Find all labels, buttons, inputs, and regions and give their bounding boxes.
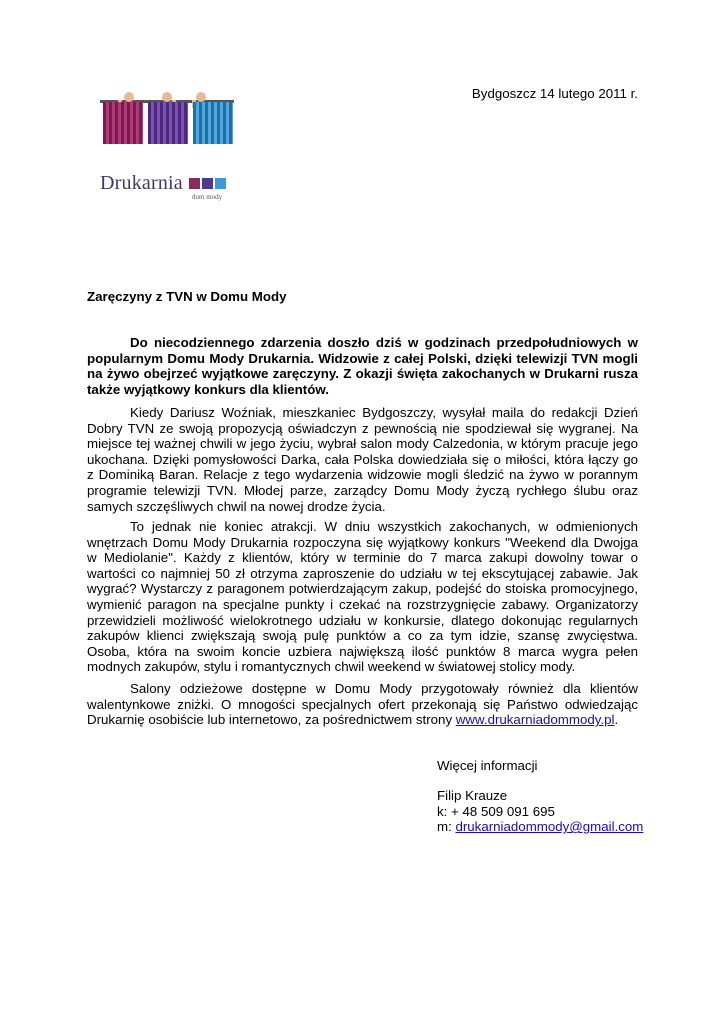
logo-name: Drukarnia xyxy=(100,172,183,194)
logo-square-blue xyxy=(215,178,226,189)
figure-head xyxy=(124,92,134,102)
document-title: Zaręczyny z TVN w Domu Mody xyxy=(87,289,287,304)
contact-email-link[interactable]: drukarniadommody@gmail.com xyxy=(455,819,644,835)
curtain-blue xyxy=(193,102,233,144)
body-paragraph-1: Kiedy Dariusz Woźniak, mieszkaniec Bydgoszczy, wysyłał maila do redakcji Dzień Dobry TVN ze swoją propozycją oświadczyn z pewnością nie spodziewał się wygranej. Na miejsce tej ważnej chwili w jego życiu, wybrał salon mody Calzedonia, w którym pracuje jego ukochana. Dzięki pomysłowości Darka, cała Polska dowiedziała się o miłości, która łączy go z Dominiką Baran. Relacje z tego wydarzenia widzowie mogli śledzić na żywo w porannym programie telewizji TVN. Młodej parze, zarządcy Domu Mody życzą rychłego ślubu oraz samych szczęśliwych chwil na nowej drodze życia. xyxy=(87,405,638,514)
logo-square-purple xyxy=(202,178,213,189)
lead-paragraph: Do niecodziennego zdarzenia doszło dziś w godzinach przedpołudniowych w popularnym Domu Mody Drukarnia. Widzowie z całej Polski, dzięki telewizji TVN mogli na żywo obejrzeć wyjątkowe zaręczyny. Z okazji święta zakochanych w Drukarni rusza także wyjątkowy konkurs dla klientów. xyxy=(87,335,638,397)
closing-end: . xyxy=(614,712,619,728)
closing-paragraph xyxy=(87,681,638,728)
document-date: Bydgoszcz 14 lutego 2011 r. xyxy=(471,86,638,101)
contact-heading: Więcej informacji xyxy=(437,758,538,773)
contact-email-line xyxy=(437,819,643,835)
website-link[interactable]: www.drukarniadommody.pl xyxy=(455,712,615,728)
curtains-illustration xyxy=(100,88,234,144)
closing-text: Salony odzieżowe dostępne w Domu Mody przygotowały również dla klientów walentynkowe zniżki. O mnogości specjalnych ofert przekonają się Państwo odwiedzając Drukarnię osobiście lub internetowo, za pośrednictwem strony xyxy=(87,681,638,728)
curtain-magenta xyxy=(103,102,143,144)
logo-square-magenta xyxy=(189,178,200,189)
figure-head xyxy=(196,92,206,102)
contact-block xyxy=(437,788,643,835)
logo-tagline: dom mody xyxy=(192,193,223,201)
phone-prefix: k: xyxy=(437,803,452,819)
contact-phone-line xyxy=(437,804,643,820)
drukarnia-logo xyxy=(100,172,240,206)
figure-head xyxy=(162,92,172,102)
curtain-purple xyxy=(148,102,188,144)
email-prefix: m: xyxy=(437,819,456,835)
body-paragraph-2: To jednak nie koniec atrakcji. W dniu wszystkich zakochanych, w odmienionych wnętrzach Domu Mody Drukarnia rozpoczyna się wyjątkowy konkurs "Weekend dla Dwojga w Mediolanie". Każdy z klientów, który w terminie do 7 marca zakupi dowolny towar o wartości co najmniej 50 zł otrzyma zaproszenie do udziału w tej ekscytującej zabawie. Jak wygrać? Wystarczy z paragonem potwierdzającym zakup, podejść do stoiska promocyjnego, wymienić paragon na specjalne punkty i czekać na rozstrzygnięcie zabawy. Organizatorzy przewidzieli możliwość wielokrotnego udziału w konkursie, dlatego dokonując regularnych zakupów klienci zwiększają swoją pulę punktów a co za tym idzie, szansę zwycięstwa. Osoba, która na swoim koncie uzbiera największą ilość punktów 8 marca wygra pełen modnych zakupów, stylu i romantycznych chwil weekend w światowej stolicy mody. xyxy=(87,519,638,675)
contact-name: Filip Krauze xyxy=(437,788,508,803)
contact-phone: + 48 509 091 695 xyxy=(451,803,555,819)
